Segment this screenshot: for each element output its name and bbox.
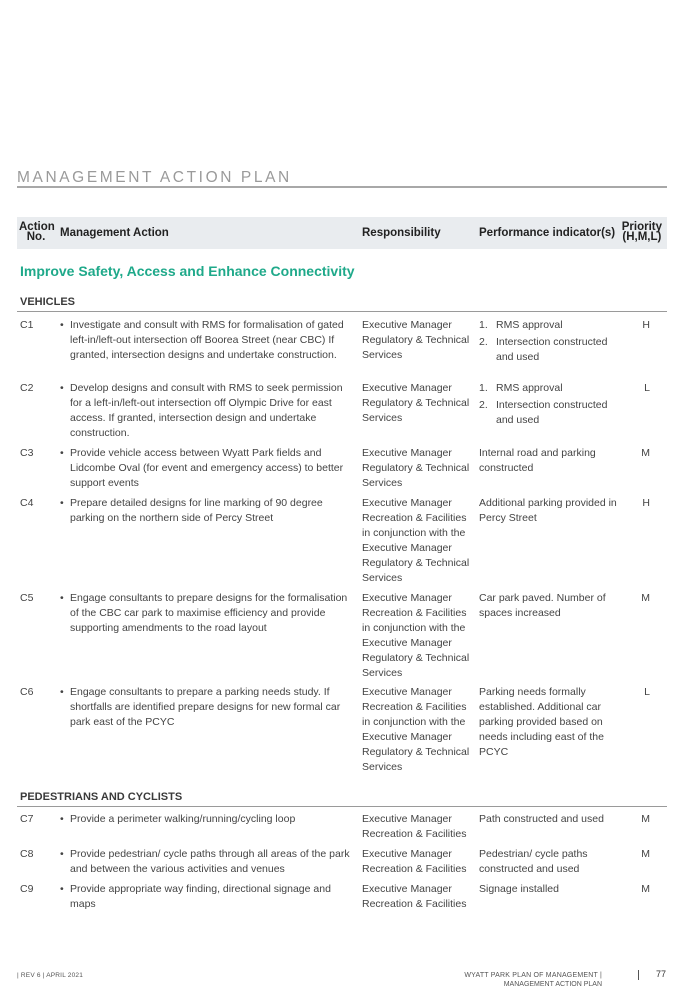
group-divider xyxy=(17,311,667,312)
performance-item: 1. RMS approval xyxy=(479,319,563,331)
action-number: C6 xyxy=(20,686,34,698)
bullet-icon: • xyxy=(60,848,64,860)
responsibility: Executive Manager Recreation & Facilities xyxy=(362,813,467,840)
priority: M xyxy=(641,813,650,825)
action-number: C8 xyxy=(20,848,34,860)
bullet-icon: • xyxy=(60,592,64,604)
header-responsibility: Responsibility xyxy=(362,227,441,239)
bullet-icon: • xyxy=(60,813,64,825)
priority: L xyxy=(644,382,650,394)
performance-indicators: Pedestrian/ cycle paths constructed and used xyxy=(479,848,588,875)
group-heading-vehicles: VEHICLES xyxy=(20,296,76,308)
header-priority: Priority (H,M,L) xyxy=(621,221,662,243)
performance-indicators xyxy=(479,381,619,430)
priority: M xyxy=(641,883,650,895)
action-number: C3 xyxy=(20,447,34,459)
action-number: C1 xyxy=(20,319,34,331)
bullet-icon: • xyxy=(60,686,64,698)
performance-indicators: Path constructed and used xyxy=(479,813,604,825)
title-divider xyxy=(17,186,667,188)
priority: M xyxy=(641,592,650,604)
section-heading: Improve Safety, Access and Enhance Connectivity xyxy=(20,263,355,279)
performance-item: 2. Intersection constructed and used xyxy=(479,399,608,426)
priority: M xyxy=(641,848,650,860)
action-number: C4 xyxy=(20,497,34,509)
header-action-no: Action No. xyxy=(19,221,55,243)
responsibility: Executive Manager Recreation & Facilities xyxy=(362,883,467,910)
bullet-icon: • xyxy=(60,447,64,459)
priority: H xyxy=(642,497,650,509)
bullet-icon: • xyxy=(60,319,64,331)
performance-item: 2. Intersection constructed and used xyxy=(479,336,608,363)
performance-indicators: Additional parking provided in Percy Street xyxy=(479,497,617,524)
page-number: 77 xyxy=(656,969,667,979)
footer-revision: | REV 6 | APRIL 2021 xyxy=(17,972,84,979)
action-number: C2 xyxy=(20,382,34,394)
performance-item: 1. RMS approval xyxy=(479,382,563,394)
responsibility: Executive Manager Recreation & Facilities in conjunction with the Executive Manager Regulatory & Technical Services xyxy=(362,686,470,773)
footer-document-title: WYATT PARK PLAN OF MANAGEMENT | xyxy=(464,972,602,979)
bullet-icon: • xyxy=(60,883,64,895)
footer-document xyxy=(464,971,602,989)
page-title: MANAGEMENT ACTION PLAN xyxy=(17,169,292,186)
action-number: C7 xyxy=(20,813,34,825)
header-performance: Performance indicator(s) xyxy=(479,227,616,239)
table-header xyxy=(17,217,667,249)
responsibility: Executive Manager Recreation & Facilities xyxy=(362,848,467,875)
bullet-icon: • xyxy=(60,382,64,394)
performance-indicators: Signage installed xyxy=(479,883,559,895)
priority: L xyxy=(644,686,650,698)
performance-indicators: Parking needs formally established. Additional car parking provided based on needs including east of the PCYC xyxy=(479,686,604,758)
bullet-icon: • xyxy=(60,497,64,509)
footer-section: MANAGEMENT ACTION PLAN xyxy=(503,981,602,988)
responsibility: Executive Manager Regulatory & Technical Services xyxy=(362,319,470,361)
action-number: C5 xyxy=(20,592,34,604)
header-management-action: Management Action xyxy=(60,227,169,239)
priority: H xyxy=(642,319,650,331)
footer-divider xyxy=(638,970,639,980)
responsibility: Executive Manager Regulatory & Technical Services xyxy=(362,447,470,489)
responsibility: Executive Manager Recreation & Facilities in conjunction with the Executive Manager Regulatory & Technical Services xyxy=(362,497,470,584)
priority: M xyxy=(641,447,650,459)
responsibility: Executive Manager Recreation & Facilities in conjunction with the Executive Manager Regulatory & Technical Services xyxy=(362,592,470,679)
group-divider xyxy=(17,806,667,807)
performance-indicators xyxy=(479,318,619,367)
group-heading-pedestrians: PEDESTRIANS AND CYCLISTS xyxy=(20,791,183,803)
performance-indicators: Internal road and parking constructed xyxy=(479,447,596,474)
performance-indicators: Car park paved. Number of spaces increased xyxy=(479,592,606,619)
responsibility: Executive Manager Regulatory & Technical Services xyxy=(362,382,470,424)
action-number: C9 xyxy=(20,883,34,895)
